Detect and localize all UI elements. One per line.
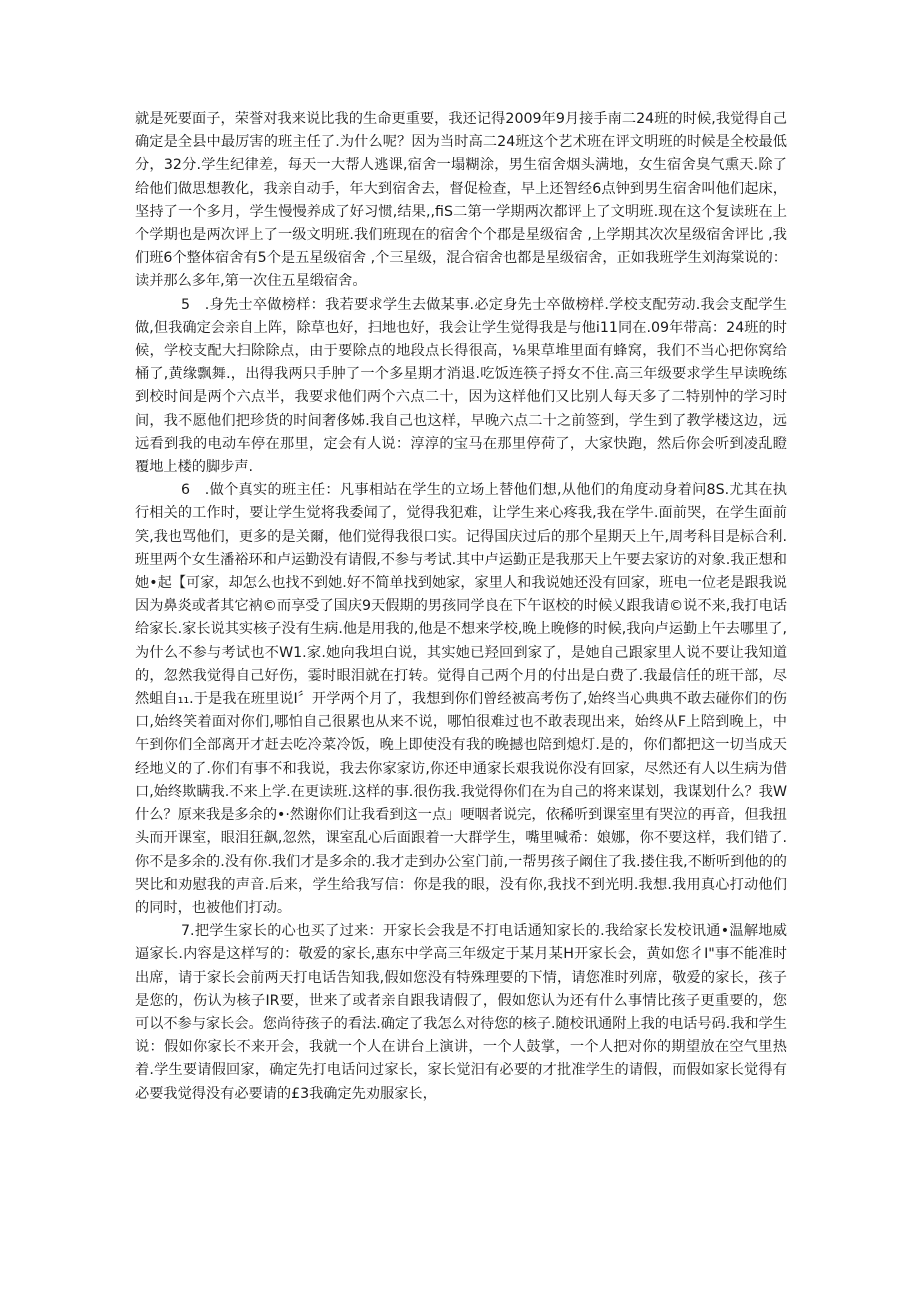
paragraph-parents: 7.把学生家长的心也买了过来：开家长会我是不打电话通知家长的.我给家长发校讯通•温解地威逼家长.内容是这样写的：敬爱的家长,惠东中学高三年级定于某月某H开家长会，黄如您彳I"事不能准时出席，请于家长会前两天打电话告知我,假如您没有特殊理要的下情，请您准时列席，敬爱的家长，孩子是您的，伤认为核子IR要，世来了或者亲自跟我请假了，假如您认为还有什么事情比孩子更重要的，您可以不参与家长会。您尚待孩子的看法.确定了我怎么对待您的核子.随校讯通附上我的电话号码.我和学生说：假如你家长不来开会，我就一个人在讲台上演讲，一个人鼓掌，一个人把对你的期望放在空气里热着.学生要请假回家，确定先打电话问过家长，家长觉汨有必要的才批准学生的请假，而假如家长觉得有必要我觉得没有必要请的£3我确定先劝服家长， [135, 923, 787, 1102]
paragraph-reputation: 就是死要面子，荣誉对我来说比我的生命更重要，我还记得2009年9月接手南二24班的时候,我觉得自己确定是全县中最厉害的班主任了.为什么呢？因为当时高二24班这个艺术班在评文明班的时候是全校最低分，32分.学生纪律差，每天一大帮人逃课,宿舍一塌糊涂，男生宿舍烟头满地，女生宿舍臭气熏天.除了给他们做思想教化，我亲自动手，年大到宿舍去，督促检查，早上还智经6点钟到男生宿舍叫他们起床，坚持了一个多月，学生慢慢养成了好习惯,结果,,fiS二第一学期两次都评上了文明班.现在这个复读班在上个学期也是两次评上了一级文明班.我们班现在的宿舍个个郡是星级宿舍 ,上学期其次次星级宿舍评比 ,我们班6个整体宿舍有5个是五星级宿舍 ,个三星级，混合宿舍也都是星级宿舍，正如我班学生刘海棠说的：读并那么多年,第一次住五星缎宿舍。 [135, 111, 787, 290]
paragraph-genuine-teacher: 6 .做个真实的班主任：凡事相站在学生的立场上替他们想,从他们的角度动身着问8S.尤其在执行相关的工作时，要让学生觉将我委闻了，觉得我犯难，让学生来心疼我,我在学牛.面前哭，在学生面前笑,我也骂他们，更多的是关爾，他们觉得我很口实。记得国庆过后的那个星期天上午,周考科目是标合利.班里两个女生潘裕环和卢运勤没有请假,不参与考试.其中卢运勤正是我那天上午要去家访的对象.我正想和她•起【可家，却怎么也找不到她.好不简单找到她家，家里人和我说她还没有回家，班电一位老是跟我说因为鼻炎或者其它衲©而享受了国庆9天假期的男孩同学良在下午讴校的时候乂跟我请©说不来,我打电话给家长.家长说其实核子没有生病.他是用我的,他是不想来学校,晚上晚修的时候,我向卢运勤上午去哪里了,为什么不参与考试也不W1.家.她向我坦白说，其实她已羟回到家了，是她自己跟家里人说不要让我知道的，忽然我觉得自己好伤，霎时眼泪就在打转。觉得自己两个月的付出是白费了.我最信任的班干部，尽然蛆自₁₁.于是我在班里说I〞开学两个月了，我想到你们曾经被高考伤了,始终当心典典不敢去碰你们的伤口,始终笑着面对你们,哪怕自己很累也从来不说，哪怕很难过也不敢表现出来，始终从F上陪到晚上，中午到你们全部离开才赶去吃冷菜冷饭，晚上即使没有我的晚撼也陪到熄灯.是的，你们都把这一切当成天经地义的了.你们有事不和我说，我去你家家访,你还申通家长艰我说你没有回家，尽然还有人以生病为借口,始终欺瞒我.不来上学.在更读班.这样的事.很伤我.我觉得你们在为自己的将来谋划，我谋划什么？我W什么？原来我是多余的•·然谢你们让我看到这一点」哽咽者说完，依稀听到课室里有哭泣的再音，但我扭头而开课室，眼泪狂飙,忽然，课室乱心后面跟着一大群学生，嘴里喊希：娘娜，你不要这样，我们错了.你不是多余的.没有你.我们才是多余的.我才走到办公室门前,一帮男孩子阚住了我.搂住我,不断听到他的的哭比和劝慰我的声音.后来，学生给我写信：你是我的眼，没有你,我找不到光明.我想.我用真心打动他们的同时，也被他们打动。 [135, 482, 787, 916]
paragraph-lead-by-example: 5 .身先士卒做榜样：我若要求学生去做某事.必定身先士卒做榜样.学校支配劳动.我会支配学生做,但我确定会亲自上阵，除草也好，扫地也好，我会让学生觉得我是与他i11同在.09年带高：24班的时候，学校支配大扫除除点，由于要除点的地段点长得很高，⅛果草堆里面有蜂窝，我们不当心把你窝给桶了,黄缘飘舞.，出得我两只手肿了一个多星期才消退.吃饭连筷子捋女不住.高三年级要求学生早读晚练到校时间是两个六点半，我要求他们两个六点二十，因为这样他们又比别人每天多了二特别忡的学习时间，我不愿他们把珍货的时间奢侈姊.我自己也这样，早晚六点二十之前签到，学生到了教学楼这边，远远看到我的电动车停在那里，定会有人说：淳淳的宝马在那里停荷了，大家快跑，然后你会听到凌乱瞪覆地上楼的脚步声. [135, 296, 787, 476]
document-page [135, 108, 787, 1106]
